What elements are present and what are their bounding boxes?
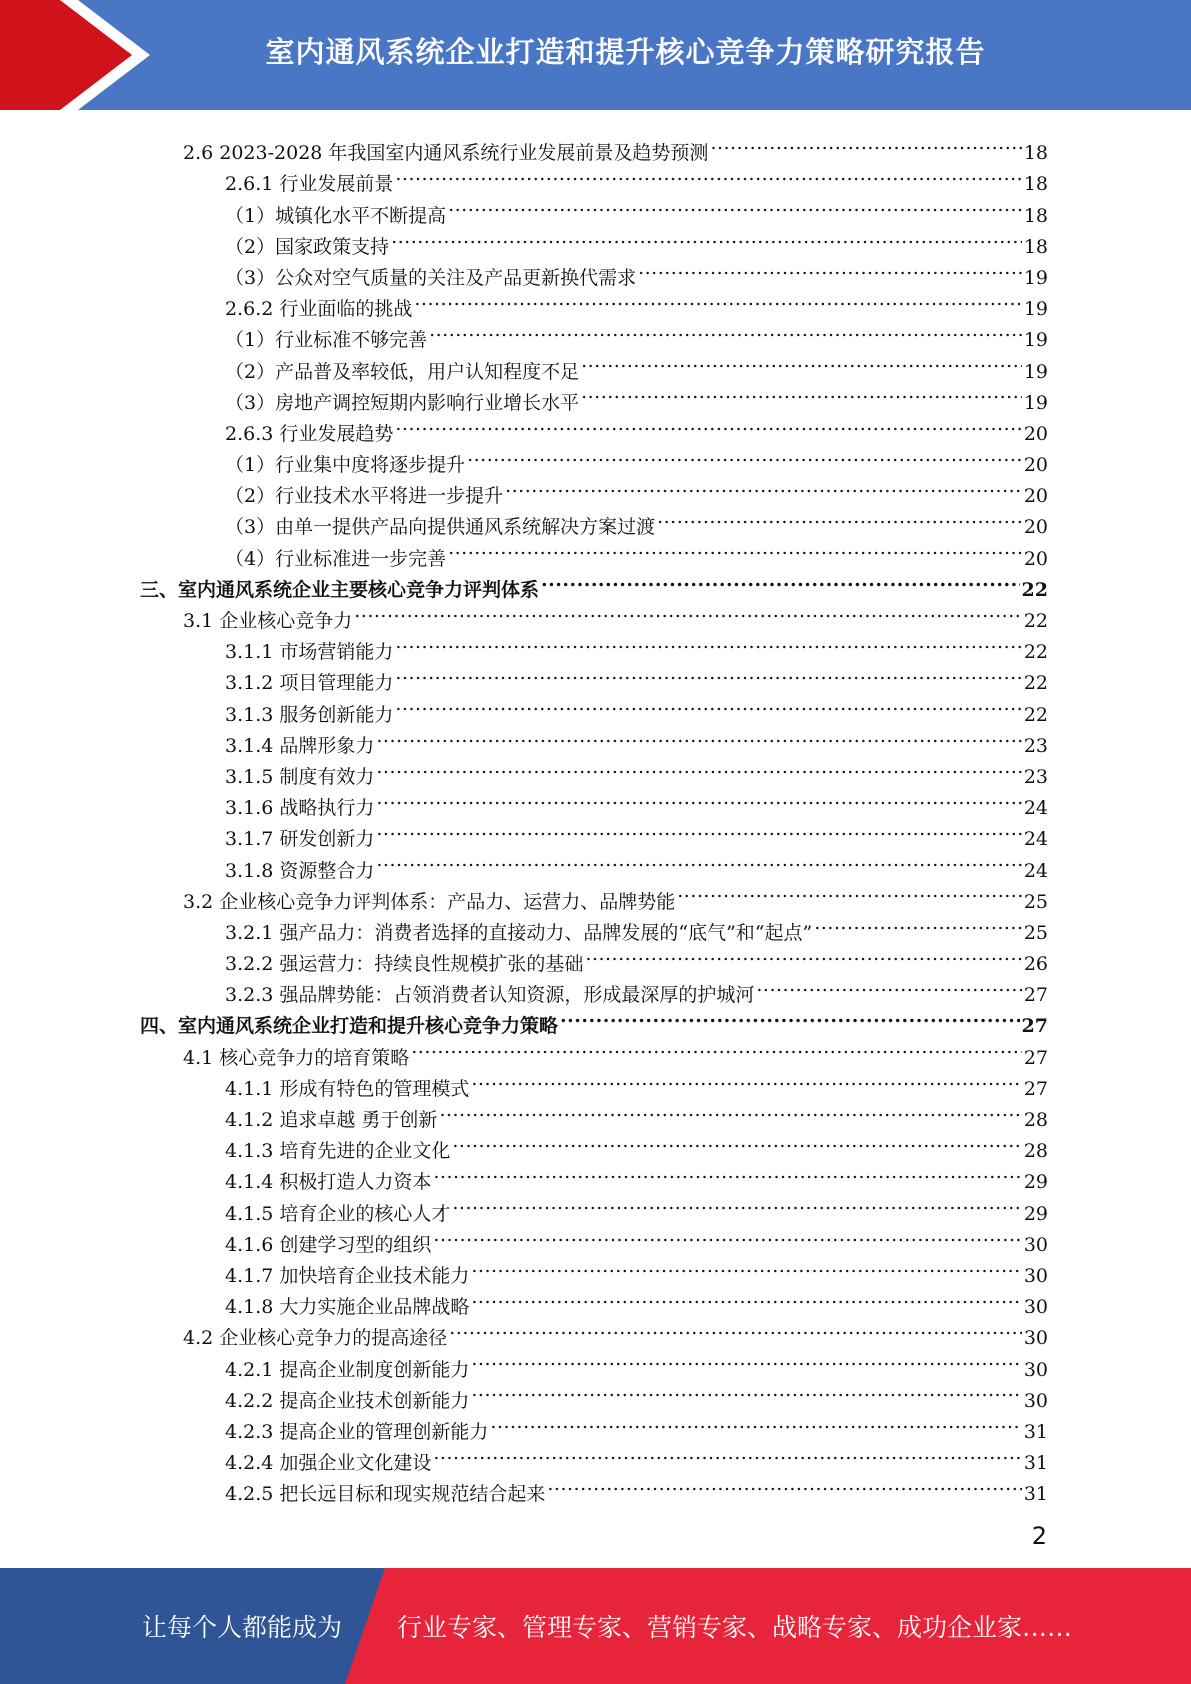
toc-entry-page: 22 xyxy=(1021,578,1048,601)
toc-dot-leader xyxy=(376,814,1021,845)
toc-dot-leader xyxy=(439,1095,1021,1126)
toc-entry-title: 4.2 企业核心竞争力的提高途径 xyxy=(183,1327,448,1350)
toc-entry-title: （1）行业集中度将逐步提升 xyxy=(225,454,466,477)
toc-entry-page: 20 xyxy=(1023,485,1048,508)
toc-entry-page: 30 xyxy=(1023,1233,1048,1256)
toc-dot-leader xyxy=(471,1376,1021,1407)
toc-dot-leader xyxy=(391,222,1022,253)
toc-entry-title: （1）行业标准不够完善 xyxy=(225,329,428,352)
toc-entry-page: 31 xyxy=(1023,1420,1048,1443)
toc-dot-leader xyxy=(429,315,1022,346)
toc-dot-leader xyxy=(581,378,1022,409)
toc-entry-page: 26 xyxy=(1023,953,1048,976)
toc-entry-title: 4.1.5 培育企业的核心人才 xyxy=(225,1202,451,1225)
toc-entry-title: 4.1 核心竞争力的培育策略 xyxy=(183,1046,410,1069)
toc-entry-title: 3.2.1 强产品力：消费者选择的直接动力、品牌发展的“底气”和“起点” xyxy=(225,921,813,944)
toc-dot-leader xyxy=(505,471,1022,502)
toc-entry-title: 3.1.8 资源整合力 xyxy=(225,859,375,882)
toc-entry-title: 4.2.1 提高企业制度创新能力 xyxy=(225,1358,470,1381)
toc-entry-page: 22 xyxy=(1023,672,1048,695)
toc-entry-page: 27 xyxy=(1023,1046,1048,1069)
toc-entry-title: 4.1.8 大力实施企业品牌战略 xyxy=(225,1296,470,1319)
toc-entry-page: 29 xyxy=(1023,1171,1048,1194)
footer-slogan-lead: 让每个人都能成为 xyxy=(142,1613,343,1642)
toc-entry-page: 31 xyxy=(1023,1452,1048,1475)
toc-entry-page: 24 xyxy=(1023,797,1048,820)
toc-dot-leader xyxy=(452,1188,1021,1219)
toc-entry-page: 22 xyxy=(1023,703,1048,726)
toc-entry-page: 23 xyxy=(1023,765,1048,788)
toc-dot-leader xyxy=(395,627,1021,658)
toc-dot-leader xyxy=(433,1220,1021,1251)
toc-entry-page: 27 xyxy=(1021,1015,1048,1038)
page-footer xyxy=(0,1568,1191,1684)
toc-entry-title: （1）城镇化水平不断提高 xyxy=(225,204,447,227)
toc-dot-leader xyxy=(433,1438,1021,1469)
toc-entry-title: 3.1 企业核心竞争力 xyxy=(183,610,353,632)
toc-entry-page: 22 xyxy=(1023,641,1048,664)
toc-entry-page: 25 xyxy=(1023,921,1048,944)
toc-entry-title: 3.1.4 品牌形象力 xyxy=(225,734,375,757)
toc-dot-leader xyxy=(585,939,1021,970)
toc-entry-title: 4.1.7 加快培育企业技术能力 xyxy=(225,1264,470,1287)
toc-dot-leader xyxy=(414,284,1021,315)
toc-entry-page: 22 xyxy=(1023,610,1048,632)
toc-entry-title: （4）行业标准进一步完善 xyxy=(225,547,447,570)
toc-entry-page: 27 xyxy=(1023,984,1048,1007)
toc-dot-leader xyxy=(395,409,1021,440)
toc-entry-title: 3.1.6 战略执行力 xyxy=(225,797,375,820)
toc-entry-title: 四、室内通风系统企业打造和提升核心竞争力策略 xyxy=(140,1015,559,1038)
toc-dot-leader xyxy=(376,752,1021,783)
toc-entry-page: 19 xyxy=(1023,298,1048,321)
toc-entry-title: 4.1.1 形成有特色的管理模式 xyxy=(225,1077,470,1100)
toc-entry-title: 3.1.2 项目管理能力 xyxy=(225,672,394,695)
toc-entry-page: 18 xyxy=(1023,204,1048,227)
toc-entry-title: 3.2 企业核心竞争力评判体系：产品力、运营力、品牌势能 xyxy=(183,890,676,913)
toc-entry[interactable] xyxy=(140,128,1048,165)
toc-entry-page: 30 xyxy=(1023,1389,1048,1412)
toc-entry-page: 30 xyxy=(1023,1327,1048,1350)
toc-dot-leader xyxy=(354,596,1022,627)
toc-dot-leader xyxy=(814,908,1022,939)
toc-entry-title: 4.2.2 提高企业技术创新能力 xyxy=(225,1389,470,1412)
toc-entry-title: 2.6.2 行业面临的挑战 xyxy=(225,298,413,321)
toc-entry-page: 18 xyxy=(1023,173,1048,196)
toc-entry-page: 25 xyxy=(1023,890,1048,913)
toc-entry-title: （3）房地产调控短期内影响行业增长水平 xyxy=(225,391,580,414)
toc-entry-page: 20 xyxy=(1023,547,1048,570)
toc-dot-leader xyxy=(471,1344,1021,1375)
toc-entry-page: 30 xyxy=(1023,1296,1048,1319)
toc-dot-leader xyxy=(471,1251,1021,1282)
toc-entry-page: 18 xyxy=(1023,235,1048,258)
toc-entry-page: 19 xyxy=(1023,329,1048,352)
toc-dot-leader xyxy=(448,190,1022,221)
toc-dot-leader xyxy=(376,783,1021,814)
toc-entry-page: 29 xyxy=(1023,1202,1048,1225)
toc-dot-leader xyxy=(657,502,1022,533)
toc-entry-page: 27 xyxy=(1023,1077,1048,1100)
toc-dot-leader xyxy=(395,159,1021,190)
toc-dot-leader xyxy=(560,1001,1020,1032)
toc-entry-page: 28 xyxy=(1023,1140,1048,1163)
toc-entry-title: 2.6.3 行业发展趋势 xyxy=(225,422,394,445)
toc-entry-title: 三、室内通风系统企业主要核心竞争力评判体系 xyxy=(140,578,540,601)
toc-entry-title: 4.1.2 追求卓越 勇于创新 xyxy=(225,1109,438,1131)
toc-dot-leader xyxy=(376,721,1021,752)
toc-entry-title: 4.2.3 提高企业的管理创新能力 xyxy=(225,1420,489,1443)
footer-slogan-roles: 行业专家、管理专家、营销专家、战略专家、成功企业家…… xyxy=(397,1613,1073,1642)
toc-dot-leader xyxy=(638,253,1022,284)
toc-dot-leader xyxy=(433,1157,1021,1188)
toc-dot-leader xyxy=(756,970,1021,1001)
toc-entry-title: 4.1.4 积极打造人力资本 xyxy=(225,1171,432,1194)
toc-dot-leader xyxy=(581,346,1022,377)
toc-dot-leader xyxy=(677,877,1022,908)
toc-entry-title: （3）公众对空气质量的关注及产品更新换代需求 xyxy=(225,266,637,289)
toc-entry-page: 19 xyxy=(1023,391,1048,414)
toc-entry-page: 30 xyxy=(1023,1264,1048,1287)
toc-entry-title: （2）行业技术水平将进一步提升 xyxy=(225,485,504,508)
toc-entry-title: 4.1.6 创建学习型的组织 xyxy=(225,1233,432,1256)
toc-dot-leader xyxy=(395,689,1021,720)
toc-entry-page: 20 xyxy=(1023,422,1048,445)
toc-dot-leader xyxy=(710,128,1021,159)
toc-entry-title: 2.6 2023-2028 年我国室内通风系统行业发展前景及趋势预测 xyxy=(183,142,709,165)
toc-dot-leader xyxy=(471,1282,1021,1313)
toc-entry-page: 19 xyxy=(1023,266,1048,289)
toc-entry-page: 20 xyxy=(1023,516,1048,539)
toc-entry-title: 3.1.7 研发创新力 xyxy=(225,828,375,851)
toc-dot-leader xyxy=(467,440,1022,471)
toc-entry-title: 3.1.5 制度有效力 xyxy=(225,765,375,788)
toc-entry-page: 30 xyxy=(1023,1358,1048,1381)
report-title: 室内通风系统企业打造和提升核心竞争力策略研究报告 xyxy=(265,34,986,69)
toc-entry-page: 24 xyxy=(1023,859,1048,882)
toc-entry-page: 19 xyxy=(1023,360,1048,383)
toc-dot-leader xyxy=(376,845,1021,876)
table-of-contents xyxy=(140,128,1048,1506)
toc-entry-page: 23 xyxy=(1023,734,1048,757)
toc-entry-page: 28 xyxy=(1023,1109,1048,1131)
toc-dot-leader xyxy=(547,1469,1021,1500)
page-number: 2 xyxy=(1031,1522,1047,1550)
toc-entry-page: 18 xyxy=(1023,142,1048,165)
toc-entry-title: 4.2.4 加强企业文化建设 xyxy=(225,1452,432,1475)
page-header xyxy=(0,0,1191,110)
toc-dot-leader xyxy=(471,1064,1021,1095)
toc-dot-leader xyxy=(395,658,1021,689)
toc-entry-title: 3.1.3 服务创新能力 xyxy=(225,703,394,726)
toc-entry-page: 31 xyxy=(1023,1483,1048,1506)
toc-entry-title: 4.1.3 培育先进的企业文化 xyxy=(225,1140,451,1163)
toc-entry-title: 3.2.3 强品牌势能：占领消费者认知资源，形成最深厚的护城河 xyxy=(225,984,755,1007)
toc-dot-leader xyxy=(490,1407,1021,1438)
toc-dot-leader xyxy=(449,1313,1022,1344)
toc-dot-leader xyxy=(541,565,1020,596)
toc-entry-title: （2）产品普及率较低，用户认知程度不足 xyxy=(225,360,580,383)
toc-entry-title: 3.1.1 市场营销能力 xyxy=(225,641,394,664)
toc-entry-title: （2）国家政策支持 xyxy=(225,235,390,258)
toc-dot-leader xyxy=(411,1032,1022,1063)
toc-dot-leader xyxy=(452,1126,1021,1157)
toc-entry-page: 24 xyxy=(1023,828,1048,851)
toc-entry-page: 20 xyxy=(1023,454,1048,477)
toc-entry-title: 3.2.2 强运营力：持续良性规模扩张的基础 xyxy=(225,953,584,976)
toc-entry-title: （3）由单一提供产品向提供通风系统解决方案过渡 xyxy=(225,516,656,539)
toc-dot-leader xyxy=(448,533,1022,564)
toc-entry-title: 4.2.5 把长远目标和现实规范结合起来 xyxy=(225,1483,546,1506)
toc-entry-title: 2.6.1 行业发展前景 xyxy=(225,173,394,196)
